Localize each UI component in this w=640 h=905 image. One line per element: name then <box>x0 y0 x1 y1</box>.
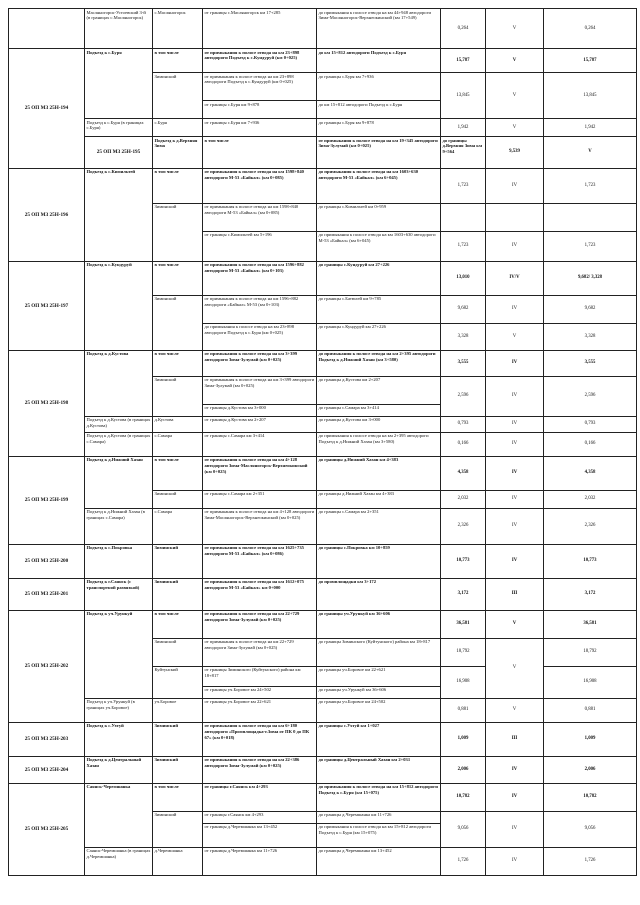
length-value: 9,682 <box>441 295 486 323</box>
table-row <box>9 783 637 811</box>
category-value: V <box>486 323 544 350</box>
road-name: Подъезд к с.Покровка <box>85 544 153 578</box>
roads-table <box>8 8 637 876</box>
length-value: 0,264 <box>441 9 486 49</box>
section-end: до границы уч.Урункуй км 36+606 <box>317 686 441 698</box>
length-total: 2,006 <box>544 756 637 783</box>
location: Зиминский <box>153 811 203 847</box>
category-value: IV <box>486 432 544 456</box>
road-name: Подъезд к д.Нижний Хазан (в границах с.Самара) <box>85 508 153 544</box>
table-row <box>9 610 637 638</box>
length-total <box>544 203 637 231</box>
road-name: Саянск-Черемшанка (в границах д.Черемшанка) <box>85 847 153 875</box>
category-value: IV <box>486 756 544 783</box>
category-value: III <box>486 722 544 756</box>
length-total: 10,773 <box>544 544 637 578</box>
length-total: 0,166 <box>544 432 637 456</box>
section-start: от примыкания к полосе отвода на км 3+399 автодороги Зима-Зулумай (км 0+025) <box>203 376 317 404</box>
category-value: IV <box>486 544 544 578</box>
section-start: от примыкания к полосе отвода на км 22+386 автодороги Зима-Зулумай (км 0+025) <box>203 756 317 783</box>
section-start: от примыкания к полосе отвода на км 4+128 автодороги Зима-Масляногорск-Верхнеокинский (км 0+025) <box>203 456 317 490</box>
location: Куйтунский <box>153 666 203 698</box>
location: в том числе <box>153 49 203 73</box>
length-total: 10,782 <box>544 783 637 811</box>
length-value: 36,581 <box>441 610 486 638</box>
table-row <box>9 698 637 722</box>
location: Зиминский <box>153 578 203 610</box>
road-code: 25 ОП МЗ 25Н-198 <box>9 350 85 456</box>
section-start: до примыкания к полосе отвода на км 23+898 автодороги Подъезд к с.Буря (км 0+025) <box>203 323 317 350</box>
road-name: Подъезд к д.Кустова (в границах д.Кустова) <box>85 416 153 432</box>
category-value: III <box>486 578 544 610</box>
length-value: 15,787 <box>441 49 486 73</box>
section-start: от границы д.Кустова км 2+207 <box>203 416 317 432</box>
length-value: 16,908 <box>441 666 486 698</box>
section-start: от границы д.Черемшанка км 13+452 <box>203 823 317 847</box>
location: с.Самара <box>153 432 203 456</box>
length-total: 13,845 <box>544 73 637 119</box>
length-total: 9,056 <box>544 811 637 847</box>
section-end: до примыкания к полосе отвода на км 44+948 автодороги Зима-Масляногорск-Верхнеокинский (км 17+549) <box>317 9 441 49</box>
road-code <box>9 9 85 49</box>
length-value: 3,555 <box>441 350 486 376</box>
length-value: 13,010 <box>441 261 486 295</box>
section-start: от границы с.Буря км 9+878 <box>203 101 317 119</box>
location: Зиминский <box>153 376 203 416</box>
section-end: до границы д.Нижний Хазан км 4+383 <box>317 456 441 490</box>
length-total: 3,172 <box>544 578 637 610</box>
road-name: Подъезд к д.Кустова <box>85 350 153 416</box>
section-end: до границы с.Самара км 2+351 <box>317 508 441 544</box>
category-value: IV <box>486 376 544 416</box>
length-value: 18,792 <box>441 638 486 666</box>
category-value: IV <box>486 847 544 875</box>
road-name: Подъезд к с.Кимильтей <box>85 168 153 261</box>
category-value: IV <box>486 456 544 490</box>
length-total: 1,942 <box>544 119 637 137</box>
location: Зиминский <box>153 490 203 508</box>
section-end: до границы д.Центральный Хазан км 2+031 <box>317 756 441 783</box>
length-value: 0,881 <box>441 698 486 722</box>
location: в том числе <box>153 168 203 203</box>
road-code: 25 ОП МЗ 25Н-196 <box>9 168 85 261</box>
table-row <box>9 456 637 490</box>
section-start: от границы уч.Боровое км 22+621 <box>203 698 317 722</box>
section-start: от границы с.Самара км 3+414 <box>203 432 317 456</box>
section-start: от границы д.Черемшанка км 11+726 <box>203 847 317 875</box>
road-name: Подъезд к г.Саянск (с транспортной развязкой) <box>85 578 153 610</box>
location: в том числе <box>153 456 203 490</box>
category-value: IV <box>486 811 544 847</box>
category-value: IV <box>486 350 544 376</box>
section-start: от примыкания к полосе отвода на км 22+729 автодороги Зима-Зулумай (км 0+025) <box>203 638 317 666</box>
length-value: 1,726 <box>441 847 486 875</box>
location: с.Самара <box>153 508 203 544</box>
category-value: V <box>486 73 544 119</box>
length-total: 1,726 <box>544 847 637 875</box>
category-value: V <box>486 9 544 49</box>
road-name: Подъезд к д.Нижний Хазан <box>85 456 153 508</box>
section-start: от границы с.Кимильтей км 5+196 <box>203 231 317 261</box>
road-name: Подъезд к с.Буря (в границах с.Буря) <box>85 119 153 137</box>
road-name: Подъезд к д.Верхняя Зима <box>153 137 203 169</box>
table-row <box>9 9 637 49</box>
length-value: 0,166 <box>441 432 486 456</box>
table-row <box>9 578 637 610</box>
section-end: до границы д.Кустова км 2+207 <box>317 376 441 404</box>
length-total: 1,009 <box>544 722 637 756</box>
length-total: 3,555 <box>544 350 637 376</box>
location: Зиминский <box>153 544 203 578</box>
section-end: до границы с.Буря км 7+936 <box>317 73 441 101</box>
road-code: 25 ОП МЗ 25Н-199 <box>9 456 85 544</box>
location: Зиминский <box>153 203 203 261</box>
section-end: до границы д.Нижний Хазан км 4+383 <box>317 490 441 508</box>
section-end: до границы д.Верхняя Зима км 9+564 <box>441 137 486 169</box>
location: уч.Боровое <box>153 698 203 722</box>
length-value: 10,773 <box>441 544 486 578</box>
location: в том числе <box>153 261 203 295</box>
table-row <box>9 544 637 578</box>
length-total: 1,723 <box>544 231 637 261</box>
table-row <box>9 847 637 875</box>
location: в том числе <box>153 610 203 638</box>
section-end: до примыкания к полосе отвода на км 1603+630 автодороги М-53 «Байкал» (км 6+045) <box>317 231 441 261</box>
section-start: от примыкания к полосе отвода на км 23+898 автодороги Подъезд к с.Кундуруй (км 0+025) <box>203 49 317 73</box>
length-value <box>441 203 486 231</box>
road-code: 25 ОП МЗ 25Н-205 <box>9 783 85 875</box>
location: с.Масляногорск <box>153 9 203 49</box>
length-value: 3,172 <box>441 578 486 610</box>
section-start: от примыкания к полосе отвода на км 1625+735 автодороги М-53 «Байкал» (км 0+086) <box>203 544 317 578</box>
section-end: до границы с.Покровка км 10+859 <box>317 544 441 578</box>
section-start: от примыкания к полосе отвода на км 22+729 автодороги Зима-Зулумай (км 0+025) <box>203 610 317 638</box>
table-row <box>9 137 637 169</box>
road-name: Саянск-Черемшанка <box>85 783 153 847</box>
location: в том числе <box>153 350 203 376</box>
table-row <box>9 350 637 376</box>
table-row <box>9 261 637 295</box>
section-start: от примыкания к полосе отвода на км 1598+840 автодороги М-53 «Байкал» (км 0+085) <box>203 168 317 203</box>
section-end: до границы с.Кундуруй км 27+226 <box>317 261 441 295</box>
road-code: 25 ОП МЗ 25Н-204 <box>9 756 85 783</box>
category-value: IV <box>486 168 544 203</box>
category-value: V <box>486 610 544 638</box>
section-end: до границы д.Кустова км 3+000 <box>317 416 441 432</box>
location: д.Черемшанка <box>153 847 203 875</box>
section-end: до границы д.Черемшанка км 11+726 <box>317 811 441 823</box>
length-value: 1,723 <box>441 231 486 261</box>
length-total: 0,881 <box>544 698 637 722</box>
category-value: IV <box>486 231 544 261</box>
length-total: 2,326 <box>544 508 637 544</box>
length-value: 3,328 <box>441 323 486 350</box>
table-row <box>9 168 637 203</box>
length-value: 0,793 <box>441 416 486 432</box>
length-total: 18,792 <box>544 638 637 666</box>
section-end: до границы уч.Боровое км 24+502 <box>317 698 441 722</box>
section-end: до км 15+812 автодороги Подъезд к с.Буря <box>317 101 441 119</box>
section-start: от примыкания к полосе отвода на км 1598+840 автодороги М-53 «Байкал» (км 0+085) <box>203 203 317 231</box>
category-value: IV/V <box>486 261 544 295</box>
length-total: 15,787 <box>544 49 637 73</box>
location: Зиминский <box>153 756 203 783</box>
road-name: Подъезд к с.Ухтуй <box>85 722 153 756</box>
road-name: Подъезд к с.Буря <box>85 49 153 119</box>
section-end: до границы с.Самара км 3+414 <box>317 404 441 416</box>
location: Зиминский <box>153 638 203 666</box>
length-total: 16,908 <box>544 666 637 698</box>
section-start: от границы г.Саянск км 4+293 <box>203 783 317 811</box>
road-code: 25 ОП МЗ 25Н-197 <box>9 261 85 350</box>
section-start: от границы Зиминского (Куйтунского) района км 18+817 <box>203 666 317 686</box>
road-code: 25 ОП МЗ 25Н-202 <box>9 610 85 722</box>
length-value: 1,009 <box>441 722 486 756</box>
section-start: от примыкания к полосе отвода на км 1596+882 автодороги «Байкал» М-53 (км 0+103) <box>203 295 317 323</box>
table-row <box>9 49 637 73</box>
section-start: от примыкания к полосе отвода на км 4+128 автодороги Зима-Масляногорск-Верхнеокинский (км 0+025) <box>203 508 317 544</box>
location: Зиминский <box>153 295 203 350</box>
table-row <box>9 756 637 783</box>
table-row <box>9 416 637 432</box>
road-name: Подъезд к д.Кустова (в границах с.Самара) <box>85 432 153 456</box>
length-total: 2,596 <box>544 376 637 416</box>
location: с.Буря <box>153 119 203 137</box>
section-start: от примыкания к полосе отвода на км 6+180 автодороги «Промплощадка-г.Зима от ПК 0 до ПК 67» (км 0+018) <box>203 722 317 756</box>
table-row <box>9 508 637 544</box>
category-value <box>486 203 544 231</box>
road-code: 25 ОП МЗ 25Н-200 <box>9 544 85 578</box>
location: в том числе <box>203 137 317 169</box>
road-code: 25 ОП МЗ 25Н-203 <box>9 722 85 756</box>
length-total: 0,793 <box>544 416 637 432</box>
section-start: от примыкания к полосе отвода на км 1612+075 автодороги М-53 «Байкал» км 0+000 <box>203 578 317 610</box>
table-row <box>9 722 637 756</box>
length-value: 2,326 <box>441 508 486 544</box>
length-total: 3,328 <box>544 323 637 350</box>
road-code: 25 ОП МЗ 25Н-194 <box>9 49 85 169</box>
section-end: до границы с.Ухтуй км 1+027 <box>317 722 441 756</box>
section-end: до границы с.Кимильтей км 0+959 <box>317 203 441 231</box>
road-name: Подъезд к с.Кундуруй <box>85 261 153 350</box>
category-value: V <box>486 49 544 73</box>
location: Зиминский <box>153 73 203 119</box>
section-start: от примыкания к полосе отвода на км 19+345 автодороги Зима-Зулумай (км 0+025) <box>317 137 441 169</box>
section-end: до границы уч.Боровое км 22+621 <box>317 666 441 686</box>
category-value: IV <box>486 490 544 508</box>
table-row <box>9 432 637 456</box>
section-end: до примыкания к полосе отвода на км 2+395 автодороги Подъезд к д.Нижний Хазан (км 3+580) <box>317 350 441 376</box>
category-value: IV <box>486 783 544 811</box>
section-end: до границы с.Батюлей км 9+785 <box>317 295 441 323</box>
length-value: 4,358 <box>441 456 486 490</box>
location: д.Кустова <box>153 416 203 432</box>
category-value: V <box>544 137 637 169</box>
length-value: 2,032 <box>441 490 486 508</box>
length-total: 9,682 <box>544 295 637 323</box>
length-value: 1,723 <box>441 168 486 203</box>
length-total: 4,358 <box>544 456 637 490</box>
length-total: 1,723 <box>544 168 637 203</box>
length-total: 9,682/ 3,328 <box>544 261 637 295</box>
section-end: до границы Зиминского (Куйтунского) района км 18+817 <box>317 638 441 666</box>
section-end: до границы с.Буря км 9+878 <box>317 119 441 137</box>
length-value: 10,782 <box>441 783 486 811</box>
category-value: V <box>486 119 544 137</box>
road-code: 25 ОП МЗ 25Н-201 <box>9 578 85 610</box>
section-start: от границы уч.Боровое км 24+502 <box>203 686 317 698</box>
section-end: до км 15+812 автодороги Подъезд к с.Буря <box>317 49 441 73</box>
section-end: до границы д.Черемшанка км 13+452 <box>317 847 441 875</box>
length-value: 9,056 <box>441 811 486 847</box>
section-start: от границы г.Саянск км 4+293 <box>203 811 317 823</box>
length-total: 0,264 <box>544 9 637 49</box>
category-value: IV <box>486 508 544 544</box>
length-value: 1,942 <box>441 119 486 137</box>
category-value: V <box>486 698 544 722</box>
section-end: до примыкания к полосе отвода на км 2+395 автодороги Подъезд к д.Нижний Хазан (км 3+580) <box>317 432 441 456</box>
location: Зиминский <box>153 722 203 756</box>
table-row <box>9 119 637 137</box>
road-code: 25 ОП МЗ 25Н-195 <box>85 137 153 169</box>
road-name: Подъезд к уч.Урункуй <box>85 610 153 698</box>
category-value: IV <box>486 295 544 323</box>
location: в том числе <box>153 783 203 811</box>
length-value: 2,006 <box>441 756 486 783</box>
road-name: Подъезд к уч.Урункуй (в границах уч.Боровое) <box>85 698 153 722</box>
length-total: 36,581 <box>544 610 637 638</box>
section-end: до примыкания к полосе отвода на км 1603+630 автодороги М-53 «Байкал» (км 6+045) <box>317 168 441 203</box>
length-value: 9,539 <box>486 137 544 169</box>
length-total: 2,032 <box>544 490 637 508</box>
section-start: от примыкания к полосе отвода на км 3+399 автодороги Зима-Зулумай (км 0+025) <box>203 350 317 376</box>
section-start: от границы с.Масляногорск км 17+285 <box>203 9 317 49</box>
length-value: 2,596 <box>441 376 486 416</box>
category-value: V <box>486 638 544 698</box>
section-start: от примыкания к полосе отвода на км 23+898 автодороги Подъезд к с.Кундуруй (км 0+025) <box>203 73 317 101</box>
section-end: до примыкания к полосе отвода на км 15+812 автодороги Подъезд к с.Буря (км 15+075) <box>317 783 441 811</box>
section-end: до примыкания к полосе отвода на км 15+812 автодороги Подъезд к с.Буря (км 15+075) <box>317 823 441 847</box>
section-start: от примыкания к полосе отвода на км 1596+882 автодороги М-53 «Байкал» (км 0+103) <box>203 261 317 295</box>
section-end: до границы с.Кундуруй км 27+226 <box>317 323 441 350</box>
category-value: IV <box>486 416 544 432</box>
section-end: до промплощадки км 3+172 <box>317 578 441 610</box>
road-name: Подъезд к д.Центральный Хазан <box>85 756 153 783</box>
section-end: до границы уч.Урункуй км 36+606 <box>317 610 441 638</box>
section-start: от границы с.Самара км 2+351 <box>203 490 317 508</box>
section-start: от границы с.Буря км 7+936 <box>203 119 317 137</box>
length-value: 13,845 <box>441 73 486 119</box>
section-start: от границы д.Кустова км 3+000 <box>203 404 317 416</box>
road-name: Масляногорск-Устоевский 3-й (в границах с.Масляногорск) <box>85 9 153 49</box>
